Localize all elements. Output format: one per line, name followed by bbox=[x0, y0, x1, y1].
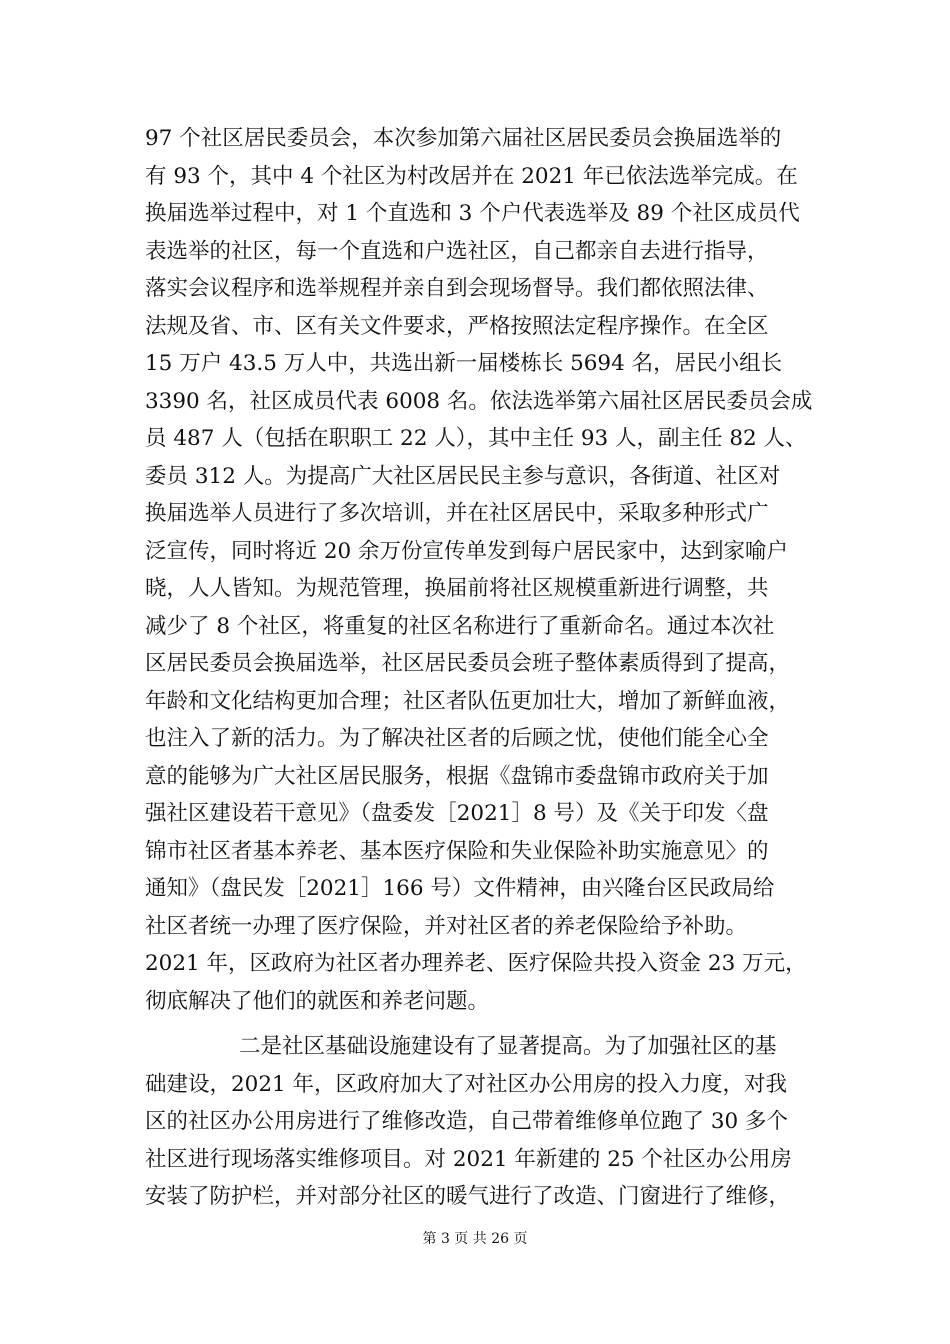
text-line: 通知》（盘民发［2021］166 号）文件精神，由兴隆台区民政局给 bbox=[145, 876, 775, 901]
text-line: 锦市社区者基本养老、基本医疗保险和失业保险补助实施意见〉的 bbox=[145, 838, 769, 864]
text-line: 3390 名，社区成员代表 6008 名。依法选举第六届社区居民委员会成 bbox=[145, 388, 813, 414]
text-line: 泛宣传，同时将近 20 余万份宣传单发到每户居民家中，达到家喻户 bbox=[145, 538, 789, 564]
text-line: 区居民委员会换届选举，社区居民委员会班子整体素质得到了提高， bbox=[145, 651, 791, 676]
text-line: 减少了 8 个社区，将重复的社区名称进行了重新命名。通过本次社 bbox=[145, 613, 775, 639]
page-number: 第 3 页 共 26 页 bbox=[422, 1231, 528, 1247]
paragraph-spacer bbox=[145, 1020, 835, 1028]
text-line: 彻底解决了他们的就医和养老问题。 bbox=[145, 988, 490, 1014]
text-line: 也注入了新的活力。为了解决社区者的后顾之忧，使他们能全心全 bbox=[145, 726, 769, 751]
text-line: 表选举的社区，每一个直选和户选社区，自己都亲自去进行指导， bbox=[145, 238, 769, 264]
text-line: 安装了防护栏，并对部分社区的暖气进行了改造、门窗进行了维修， bbox=[145, 1184, 791, 1209]
text-line: 2021 年，区政府为社区者办理养老、医疗保险共投入资金 23 万元， bbox=[145, 951, 807, 976]
text-line: 年龄和文化结构更加合理；社区者队伍更加壮大，增加了新鲜血液， bbox=[145, 688, 791, 714]
text-line: 社区者统一办理了医疗保险，并对社区者的养老保险给予补助。 bbox=[145, 913, 748, 939]
paragraph-1 bbox=[145, 120, 835, 1020]
text-line: 换届选举过程中，对 1 个直选和 3 个户代表选举及 89 个社区成员代 bbox=[145, 201, 800, 226]
text-line: 法规及省、市、区有关文件要求，严格按照法定程序操作。在全区 bbox=[145, 313, 769, 339]
text-line: 区的社区办公用房进行了维修改造，自己带着维修单位跑了 30 多个 bbox=[145, 1109, 789, 1134]
text-line: 意的能够为广大社区居民服务，根据《盘锦市委盘锦市政府关于加 bbox=[145, 763, 769, 789]
text-line: 委员 312 人。为提高广大社区居民民主参与意识，各街道、社区对 bbox=[145, 463, 781, 489]
text-line: 二是社区基础设施建设有了显著提高。为了加强社区的基 bbox=[239, 1034, 777, 1059]
text-line: 社区进行现场落实维修项目。对 2021 年新建的 25 个社区办公用房 bbox=[145, 1146, 792, 1172]
text-line: 有 93 个，其中 4 个社区为村改居并在 2021 年已依法选举完成。在 bbox=[145, 163, 798, 189]
text-line: 15 万户 43.5 万人中，共选出新一届楼栋长 5694 名，居民小组长 bbox=[145, 351, 783, 376]
text-line: 换届选举人员进行了多次培训，并在社区居民中，采取多种形式广 bbox=[145, 501, 769, 526]
paragraph-2 bbox=[145, 1028, 835, 1216]
document-body bbox=[145, 120, 835, 1216]
text-line: 落实会议程序和选举规程并亲自到会现场督导。我们都依照法律、 bbox=[145, 276, 769, 301]
text-line: 强社区建设若干意见》（盘委发［2021］8 号）及《关于印发〈盘 bbox=[145, 801, 769, 826]
text-line: 员 487 人（包括在职职工 22 人），其中主任 93 人，副主任 82 人、 bbox=[145, 426, 807, 451]
text-line: 晓，人人皆知。为规范管理，换届前将社区规模重新进行调整，共 bbox=[145, 576, 769, 601]
text-line: 97 个社区居民委员会，本次参加第六届社区居民委员会换届选举的 bbox=[145, 126, 782, 151]
text-line: 础建设，2021 年，区政府加大了对社区办公用房的投入力度，对我 bbox=[145, 1071, 788, 1097]
